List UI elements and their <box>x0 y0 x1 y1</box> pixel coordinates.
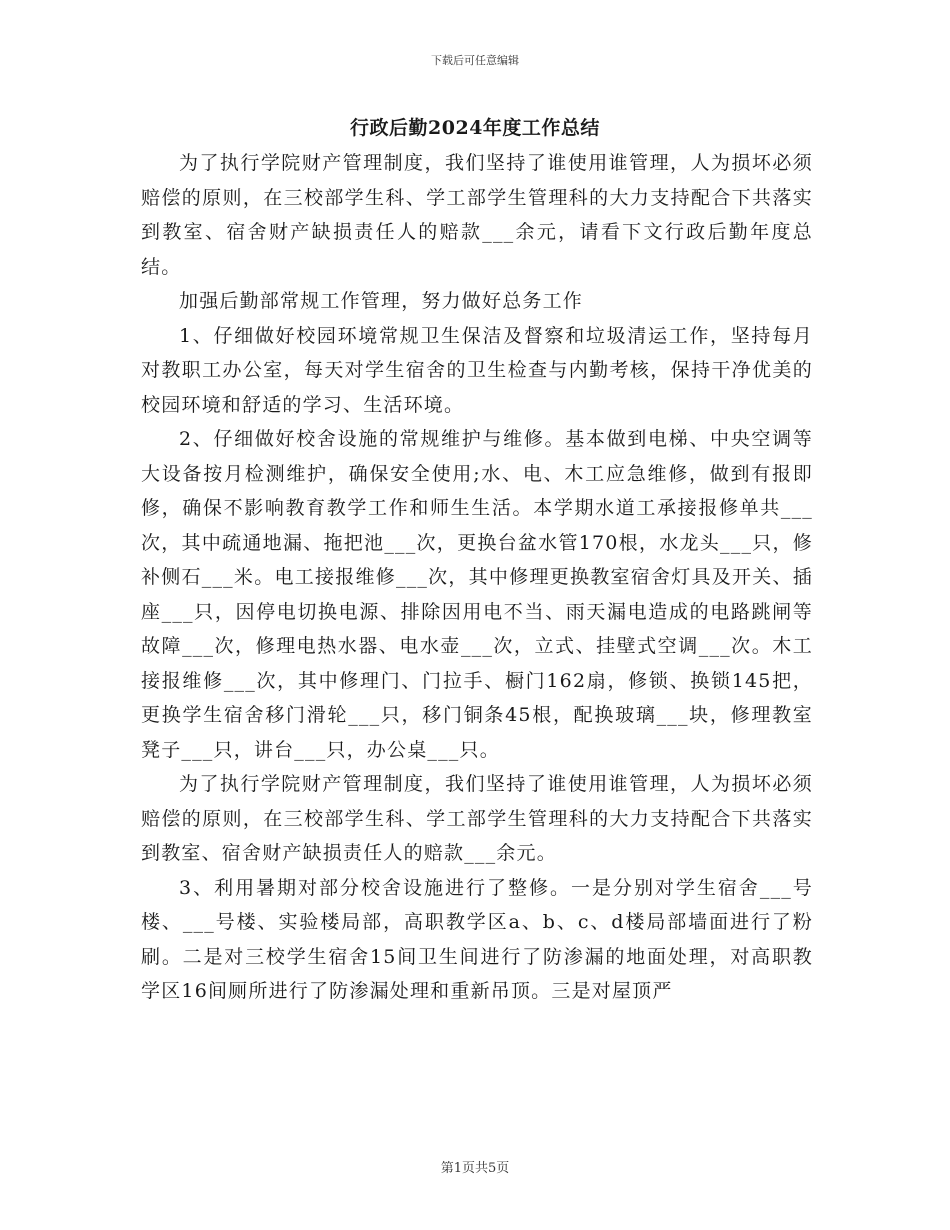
paragraph-item-3: 3、利用暑期对部分校舍设施进行了整修。一是分别对学生宿舍___号楼、___号楼、实验楼局部，高职教学区a、b、c、d楼局部墙面进行了粉刷。二是对三校学生宿舍15间卫生间进行了防渗漏的地面处理，对高职教学区16间厕所进行了防渗漏处理和重新吊顶。三是对屋顶严 <box>141 876 813 1002</box>
paragraph-intro: 为了执行学院财产管理制度，我们坚持了谁使用谁管理，人为损坏必须赔偿的原则，在三校部学生科、学工部学生管理科的大力支持配合下共落实到教室、宿舍财产缺损责任人的赔款___余元，请看下文行政后勤年度总结。 <box>141 152 813 278</box>
document-title: 行政后勤2024年度工作总结 <box>350 117 600 139</box>
paragraph-section-heading: 加强后勤部常规工作管理，努力做好总务工作 <box>179 290 584 312</box>
paragraph-item-2: 2、仔细做好校舍设施的常规维护与维修。基本做到电梯、中央空调等大设备按月检测维护，确保安全使用;水、电、木工应急维修，做到有报即修，确保不影响教育教学工作和师生生活。本学期水道工承接报修单共___次，其中疏通地漏、拖把池___次，更换台盆水管170根，水龙头___只，修补侧石___米。电工接报维修___次，其中修理更换教室宿舍灯具及开关、插座___只，因停电切换电源、排除因用电不当、雨天漏电造成的电路跳闸等故障___次，修理电热水器、电水壶___次，立式、挂壁式空调___次。木工接报维修___次，其中修理门、门拉手、橱门162扇，修锁、换锁145把，更换学生宿舍移门滑轮___只，移门铜条45根，配换玻璃___块，修理教室凳子___只，讲台___只，办公桌___只。 <box>141 428 813 761</box>
header-note: 下载后可任意编辑 <box>431 54 519 67</box>
paragraph-property-policy: 为了执行学院财产管理制度，我们坚持了谁使用谁管理，人为损坏必须赔偿的原则，在三校部学生科、学工部学生管理科的大力支持配合下共落实到教室、宿舍财产缺损责任人的赔款___余元。 <box>141 773 813 864</box>
document-body <box>141 146 813 1009</box>
paragraph-item-1: 1、仔细做好校园环境常规卫生保洁及督察和垃圾清运工作，坚持每月对教职工办公室，每天对学生宿舍的卫生检查与内勤考核，保持干净优美的校园环境和舒适的学习、生活环境。 <box>141 324 813 416</box>
page-footer: 第1页共5页 <box>440 1161 510 1176</box>
